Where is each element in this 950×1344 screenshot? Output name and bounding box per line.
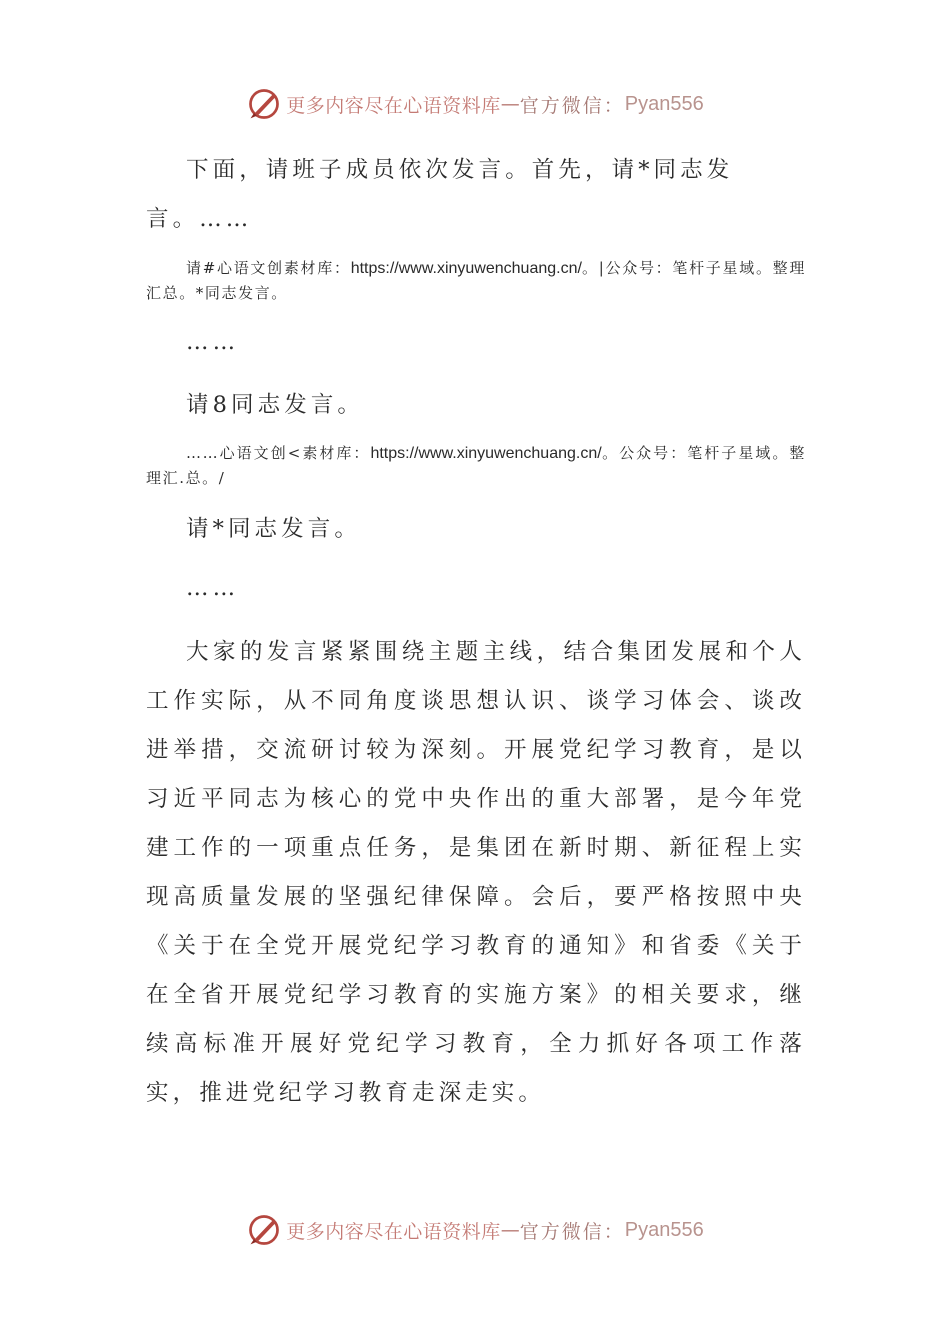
pen-logo-icon (246, 86, 282, 122)
banner-dash: — (500, 1219, 520, 1241)
paragraph-ellipsis-1 (146, 318, 806, 367)
paragraph-text: 请*同志发言。 (186, 516, 361, 542)
paragraph-text: 请8同志发言。 (186, 392, 365, 418)
banner-wechat-label: 官方微信： (519, 1220, 625, 1243)
banner-text: 更多内容尽在心语资料库 (286, 94, 501, 117)
banner-dash: — (500, 93, 520, 115)
paragraph-ellipsis-2 (146, 564, 806, 613)
paragraph-text: 请#心语文创素材库： (186, 259, 351, 277)
paragraph-text: …… (186, 575, 240, 601)
footer-watermark-banner (0, 1208, 950, 1252)
source-url: https://www.xinyuwenchuang.cn/ (370, 445, 602, 462)
paragraph-text: …… (186, 329, 240, 355)
paragraph-speaker-3 (146, 505, 806, 554)
source-url: https://www.xinyuwenchuang.cn/ (350, 260, 582, 277)
paragraph-text: ……心语文创<素材库： (186, 444, 371, 462)
pen-logo-icon (246, 1212, 282, 1248)
header-watermark-banner (0, 82, 950, 126)
banner-wechat-id: Pyan556 (624, 1218, 704, 1241)
paragraph-text: 。公众号：笔杆子星域。整理汇.总。/ (146, 444, 806, 487)
paragraph-text: 。|公众号：笔杆子星域。整理汇总。*同志发言。 (146, 259, 806, 302)
paragraph-speech-intro (146, 146, 806, 244)
paragraph-text: 下面，请班子成员依次发言。首先，请*同志发言。…… (146, 157, 734, 232)
banner-text: 更多内容尽在心语资料库 (286, 1220, 501, 1243)
paragraph-watermark-2 (146, 441, 806, 491)
paragraph-speaker-2 (146, 381, 806, 430)
paragraph-watermark-1 (146, 256, 806, 306)
paragraph-text: 大家的发言紧紧围绕主题主线，结合集团发展和个人工作实际，从不同角度谈思想认识、谈学习体会、谈改进举措，交流研讨较为深刻。开展党纪学习教育，是以习近平同志为核心的党中央作出的重大部署，是今年党建工作的一项重点任务，是集团在新时期、新征程上实现高质量发展的坚强纪律保障。会后，要严格按照中央《关于在全党开展党纪学习教育的通知》和省委《关于在全省开展党纪学习教育的实施方案》的相关要求，继续高标准开展好党纪学习教育，全力抓好各项工作落实，推进党纪学习教育走深走实。 (146, 639, 806, 1106)
paragraph-summary (146, 628, 806, 1118)
banner-wechat-label: 官方微信： (519, 94, 625, 117)
banner-wechat-id: Pyan556 (624, 92, 704, 115)
